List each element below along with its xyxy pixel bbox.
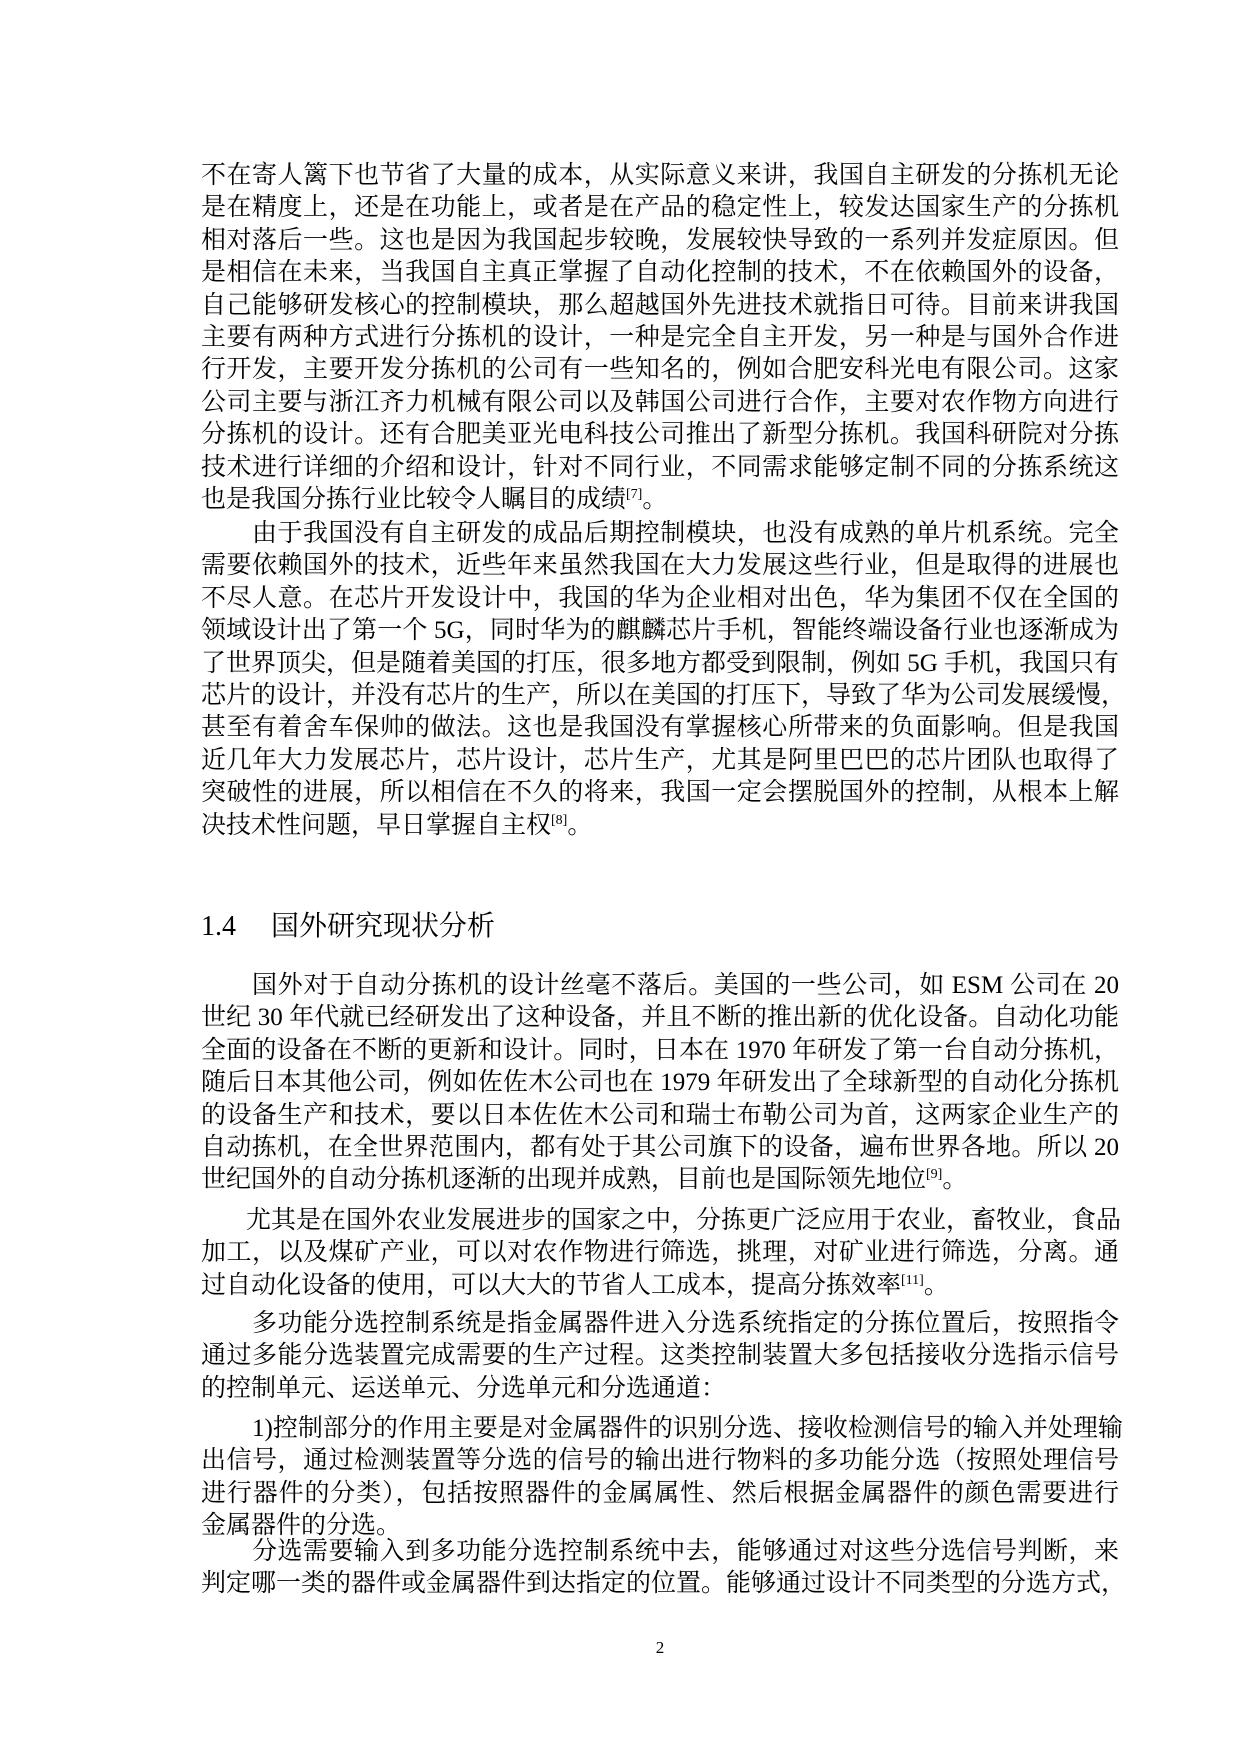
text-line (201, 745, 1119, 777)
text-line (201, 1340, 1119, 1372)
line-text: 金属器件的分选。 (201, 1512, 402, 1540)
line-text: 分选需要输入到多功能分选控制系统中去，能够通过对这些分选信号判断，来 (252, 1538, 1119, 1565)
line-text: 的控制单元、运送单元、分选单元和分选通道： (201, 1374, 727, 1402)
line-text: 甚至有着舍车保帅的做法。这也是我国没有掌握核心所带来的负面影响。但是我国 (201, 714, 1119, 742)
text-line (201, 1568, 1127, 1600)
citation-reference: [11] (901, 1272, 924, 1288)
text-line (201, 810, 1119, 842)
citation-reference: [7] (626, 486, 643, 502)
text-line (201, 160, 1119, 192)
text-line (201, 257, 1119, 289)
text-line (201, 322, 1119, 354)
line-text: 不在寄人篱下也节省了大量的成本，从实际意义来讲，我国自主研发的分拣机无论 (201, 162, 1119, 189)
text-line (201, 1002, 1119, 1034)
text-line (201, 583, 1119, 615)
line-text: 世纪 30 年代就已经研发出了这种设备，并且不断的推出新的优化设备。自动化功能 (201, 1004, 1119, 1032)
line-text: 进行器件的分类），包括按照器件的金属属性、然后根据金属器件的颜色需要进行 (201, 1479, 1119, 1507)
text-line (201, 1164, 1119, 1196)
line-text: 自动拣机，在全世界范围内，都有处于其公司旗下的设备，遍布世界各地。所以 20 (201, 1133, 1119, 1161)
text-line (201, 484, 1119, 516)
text-line (201, 615, 1119, 647)
text-line (201, 550, 1119, 582)
line-tail: 。 (567, 811, 593, 839)
paragraph (201, 1413, 1123, 1543)
line-text: 国外对于自动分拣机的设计丝毫不落后。美国的一些公司，如 ESM 公司在 20 (252, 972, 1119, 999)
line-text: 全面的设备在不断的更新和设计。同时，日本在 1970 年研发了第一台自动分拣机， (201, 1036, 1119, 1064)
text-line (201, 1413, 1123, 1445)
line-text: 芯片的设计，并没有芯片的生产，所以在美国的打压下，导致了华为公司发展缓慢， (201, 681, 1127, 709)
paragraph (201, 1205, 1122, 1302)
line-text: 尤其是在国外农业发展进步的国家之中，分拣更广泛应用于农业，畜牧业，食品 (246, 1207, 1122, 1234)
line-tail: 。 (923, 1271, 949, 1299)
paragraph (201, 1536, 1127, 1601)
text-line (201, 1270, 1119, 1302)
line-text: 通过多能分选装置完成需要的生产过程。这类控制装置大多包括接收分选指示信号 (201, 1342, 1119, 1370)
line-text: 的设备生产和技术，要以日本佐佐木公司和瑞士布勒公司为首，这两家企业生产的 (201, 1101, 1119, 1129)
line-text: 了世界顶尖，但是随着美国的打压，很多地方都受到限制，例如 5G 手机，我国只有 (201, 649, 1120, 677)
paragraph (201, 160, 1119, 516)
text-line (201, 1478, 1119, 1510)
text-line (201, 970, 1119, 1002)
line-text: 不尽人意。在芯片开发设计中，我国的华为企业相对出色，华为集团不仅在全国的 (201, 584, 1119, 612)
line-text: 行开发，主要开发分拣机的公司有一些知名的，例如合肥安科光电有限公司。这家 (201, 356, 1119, 384)
line-text: 是在精度上，还是在功能上，或者是在产品的稳定性上，较发达国家生产的分拣机 (201, 194, 1119, 222)
text-line (201, 387, 1119, 419)
text-line (201, 225, 1119, 257)
section-number: 1.4 (201, 911, 236, 942)
page-number: 2 (655, 1638, 665, 1657)
line-text: 相对落后一些。这也是因为我国起步较晚，发展较快导致的一系列并发症原因。但 (201, 226, 1119, 254)
text-line (201, 1100, 1119, 1132)
line-tail: 。 (642, 485, 668, 513)
text-line (201, 1035, 1119, 1067)
line-text: 判定哪一类的器件或金属器件到达指定的位置。能够通过设计不同类型的分选方式， (201, 1570, 1127, 1598)
text-line (201, 712, 1119, 744)
text-line (201, 452, 1119, 484)
line-text: 出信号，通过检测装置等分选的信号的输出进行物料的多功能分选（按照处理信号 (201, 1447, 1119, 1475)
text-line (201, 1373, 1119, 1405)
section-heading (201, 910, 495, 944)
citation-reference: [8] (551, 812, 568, 828)
text-line (201, 354, 1119, 386)
text-line (201, 1308, 1119, 1340)
line-text: 技术进行详细的介绍和设计，针对不同行业，不同需求能够定制不同的分拣系统这 (201, 453, 1119, 481)
text-line (201, 1237, 1119, 1269)
line-text: 由于我国没有自主研发的成品后期控制模块，也没有成熟的单片机系统。完全 (252, 520, 1119, 547)
section-title: 国外研究现状分析 (271, 911, 496, 942)
text-line (201, 1445, 1119, 1477)
paragraph (201, 1308, 1119, 1405)
paragraph (201, 518, 1127, 842)
line-text: 是相信在未来，当我国自主真正掌握了自动化控制的技术，不在依赖国外的设备， (201, 259, 1119, 287)
line-text: 也是我国分拣行业比较令人瞩目的成绩 (201, 485, 627, 513)
text-line (201, 648, 1119, 680)
line-text: 分拣机的设计。还有合肥美亚光电科技公司推出了新型分拣机。我国科研院对分拣 (201, 421, 1119, 449)
line-text: 主要有两种方式进行分拣机的设计，一种是完全自主开发，另一种是与国外合作进 (201, 323, 1119, 351)
paragraph (201, 970, 1119, 1197)
line-text: 世纪国外的自动分拣机逐渐的出现并成熟，目前也是国际领先地位 (201, 1166, 927, 1194)
text-line (201, 1132, 1119, 1164)
line-text: 领域设计出了第一个 5G，同时华为的麒麟芯片手机，智能终端设备行业也逐渐成为 (201, 617, 1119, 645)
line-text: 公司主要与浙江齐力机械有限公司以及韩国公司进行合作，主要对农作物方向进行 (201, 388, 1119, 416)
line-text: 决技术性问题，早日掌握自主权 (201, 811, 552, 839)
text-line (201, 1536, 1119, 1568)
line-text: 自己能够研发核心的控制模块，那么超越国外先进技术就指日可待。目前来讲我国 (201, 291, 1119, 319)
text-line (201, 419, 1119, 451)
text-line (201, 680, 1127, 712)
line-text: 近几年大力发展芯片，芯片设计，芯片生产，尤其是阿里巴巴的芯片团队也取得了 (201, 746, 1119, 774)
text-line (201, 777, 1119, 809)
text-line (201, 518, 1119, 550)
text-line (201, 290, 1119, 322)
line-text: 随后日本其他公司，例如佐佐木公司也在 1979 年研发出了全球新型的自动化分拣机 (201, 1069, 1119, 1097)
line-text: 1)控制部分的作用主要是对金属器件的识别分选、接收检测信号的输入并处理输 (252, 1415, 1123, 1442)
text-line (201, 1205, 1122, 1237)
line-text: 加工，以及煤矿产业，可以对农作物进行筛选，挑理，对矿业进行筛选，分离。通 (201, 1239, 1119, 1267)
line-text: 过自动化设备的使用，可以大大的节省人工成本，提高分拣效率 (201, 1271, 902, 1299)
line-tail: 。 (942, 1166, 968, 1194)
line-text: 需要依赖国外的技术，近些年来虽然我国在大力发展这些行业，但是取得的进展也 (201, 552, 1119, 580)
text-line (201, 192, 1119, 224)
text-line (201, 1067, 1119, 1099)
line-text: 突破性的进展，所以相信在不久的将来，我国一定会摆脱国外的控制，从根本上解 (201, 779, 1119, 807)
citation-reference: [9] (926, 1167, 943, 1183)
line-text: 多功能分选控制系统是指金属器件进入分选系统指定的分拣位置后，按照指令 (252, 1310, 1119, 1337)
